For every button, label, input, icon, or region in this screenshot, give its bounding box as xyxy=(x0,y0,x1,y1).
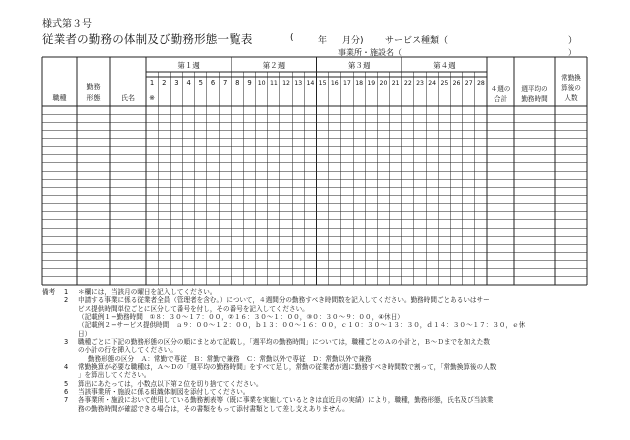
day-number: 26 xyxy=(452,80,461,87)
col-form-label: 形態 xyxy=(86,94,101,102)
note-text: の小計の行を挿入してください。 xyxy=(78,346,177,355)
col-fte-label: 常勤換 xyxy=(561,74,581,82)
day-number: 5 xyxy=(198,79,203,87)
note-text: 勤務形態の区分 Ａ：常勤で専従 Ｂ：常勤で兼務 Ｃ：常勤以外で専従 Ｄ：常勤以外で兼務 xyxy=(88,354,372,363)
notes-section xyxy=(42,288,604,413)
note-number: 6 xyxy=(64,388,69,397)
page-title: 従業者の勤務の体制及び勤務形態一覧表 xyxy=(42,32,253,46)
col-fte-label: 算後の xyxy=(561,84,581,92)
note-line xyxy=(64,405,604,413)
day-number: 24 xyxy=(428,80,437,87)
note-line xyxy=(64,305,604,313)
note-line xyxy=(64,355,604,363)
day-number: 25 xyxy=(440,80,449,87)
week-label: 第１週 xyxy=(177,61,200,70)
day-number: 1 xyxy=(149,79,155,87)
day-number: 16 xyxy=(330,80,339,87)
day-number: 12 xyxy=(282,80,290,87)
day-number: 14 xyxy=(306,80,315,87)
month-label: 月分) xyxy=(342,36,364,46)
year-label: 年 xyxy=(318,36,328,46)
note-line xyxy=(64,321,604,329)
note-text: 常勤換算が必要な職種は，Ａ〜Ｄの「週平均の勤務時間」をすべて足し，常勤の従業者が週に勤務すべき時間数で割って，「常勤換算後の人数 xyxy=(78,363,497,372)
day-number: 2 xyxy=(162,79,167,87)
day-number: 4 xyxy=(186,79,191,87)
weekday-asterisk: ※ xyxy=(149,94,156,102)
facility-name-label: 事業所・施設名（ xyxy=(338,48,402,57)
col-fte-label: 人数 xyxy=(564,94,578,102)
day-number: 3 xyxy=(174,79,179,87)
week-label: 第２週 xyxy=(262,61,286,70)
day-number: 15 xyxy=(318,80,327,87)
day-number: 11 xyxy=(269,80,278,87)
col-job-label: 職種 xyxy=(52,94,67,102)
note-number: 4 xyxy=(64,363,69,372)
col-total-label: ４週の xyxy=(490,85,511,93)
day-number: 13 xyxy=(294,80,303,87)
note-text: 務の勤務時間が確認できる場合は，その書類をもって添付書類として差し支えありません。 xyxy=(78,404,349,413)
week-label: 第４週 xyxy=(433,61,456,70)
day-number: 19 xyxy=(367,80,376,87)
note-text: 」を算出してください。 xyxy=(78,371,151,380)
day-number: 23 xyxy=(416,80,424,87)
note-text: 算出にあたっては，小数点以下第２位を切り捨ててください。 xyxy=(78,379,263,388)
service-type-label: サービス種類（ xyxy=(385,36,449,46)
week-label: 第３週 xyxy=(347,61,371,70)
note-number: 5 xyxy=(64,379,69,388)
note-text: 職種ごとに下記の勤務形態の区分の順にまとめて記載し，「週平均の勤務時間」については，職種ごとのＡの小計と，Ｂ〜Ｄまでを加えた数 xyxy=(78,338,490,347)
note-text: 日） xyxy=(78,329,92,338)
year-month-open: ( xyxy=(290,33,294,43)
note-number: 7 xyxy=(64,396,69,405)
note-line xyxy=(64,380,604,388)
day-number: 28 xyxy=(476,80,485,87)
service-type-close: ） xyxy=(568,36,578,46)
note-text: （記載例２−サービス提供時間 ａ９：００〜１２：００，ｂ１３：００〜１６：００，ｃ１０：３０〜１３：３０，ｄ１４：３０〜１７：３０，ｅ休 xyxy=(78,321,526,330)
day-number: 20 xyxy=(379,80,388,87)
day-number: 10 xyxy=(257,80,266,87)
day-number: 17 xyxy=(343,80,351,87)
note-text: ＊欄には，当該月の曜日を記入してください。 xyxy=(78,288,217,296)
note-line xyxy=(64,296,604,304)
col-avg-label: 勤務時間 xyxy=(521,95,548,103)
col-name-label: 氏名 xyxy=(121,94,135,102)
day-number: 21 xyxy=(391,80,400,87)
day-number: 22 xyxy=(403,80,412,87)
facility-name-close: ） xyxy=(568,48,576,57)
notes-label: 備考 xyxy=(42,288,56,296)
day-number: 9 xyxy=(247,79,252,87)
day-number: 6 xyxy=(210,79,216,87)
form-number: 様式第３号 xyxy=(42,19,92,30)
col-total-label: 合計 xyxy=(493,95,508,103)
day-number: 27 xyxy=(464,80,473,87)
note-text: ビス提供時間単位ごとに区分して番号を付し，その番号を記入してください。 xyxy=(78,304,309,313)
note-line xyxy=(64,330,604,338)
note-text: （記載例１−勤務時間 ①８：３０〜１７：００，②１６：３０〜１：００，③０：３０〜９：００，④休日） xyxy=(78,313,404,322)
col-avg-label: 週平均の xyxy=(521,85,548,93)
note-number: 1 xyxy=(64,288,69,296)
day-number: 8 xyxy=(235,79,240,87)
note-text: 申請する事業に係る従業者全員（管理者を含む。）について，４週間分の勤務すべき時間数を記入してください。勤務時間ごとあるいはサー xyxy=(78,296,490,305)
day-number: 18 xyxy=(355,80,364,87)
note-text: 各事業所・施設において使用している勤務割表等（既に事業を実施しているときは直近月の実績）により，職種，勤務形態，氏名及び当該業 xyxy=(78,396,494,405)
note-number: 2 xyxy=(64,296,69,305)
note-line xyxy=(64,396,604,404)
note-line xyxy=(64,346,604,354)
note-line xyxy=(64,371,604,379)
day-number: 7 xyxy=(222,79,228,87)
note-text: 当該事業所・施設に係る組織体制図を添付してください。 xyxy=(78,388,250,397)
col-form-label: 勤務 xyxy=(86,83,101,91)
note-number: 3 xyxy=(64,338,69,347)
